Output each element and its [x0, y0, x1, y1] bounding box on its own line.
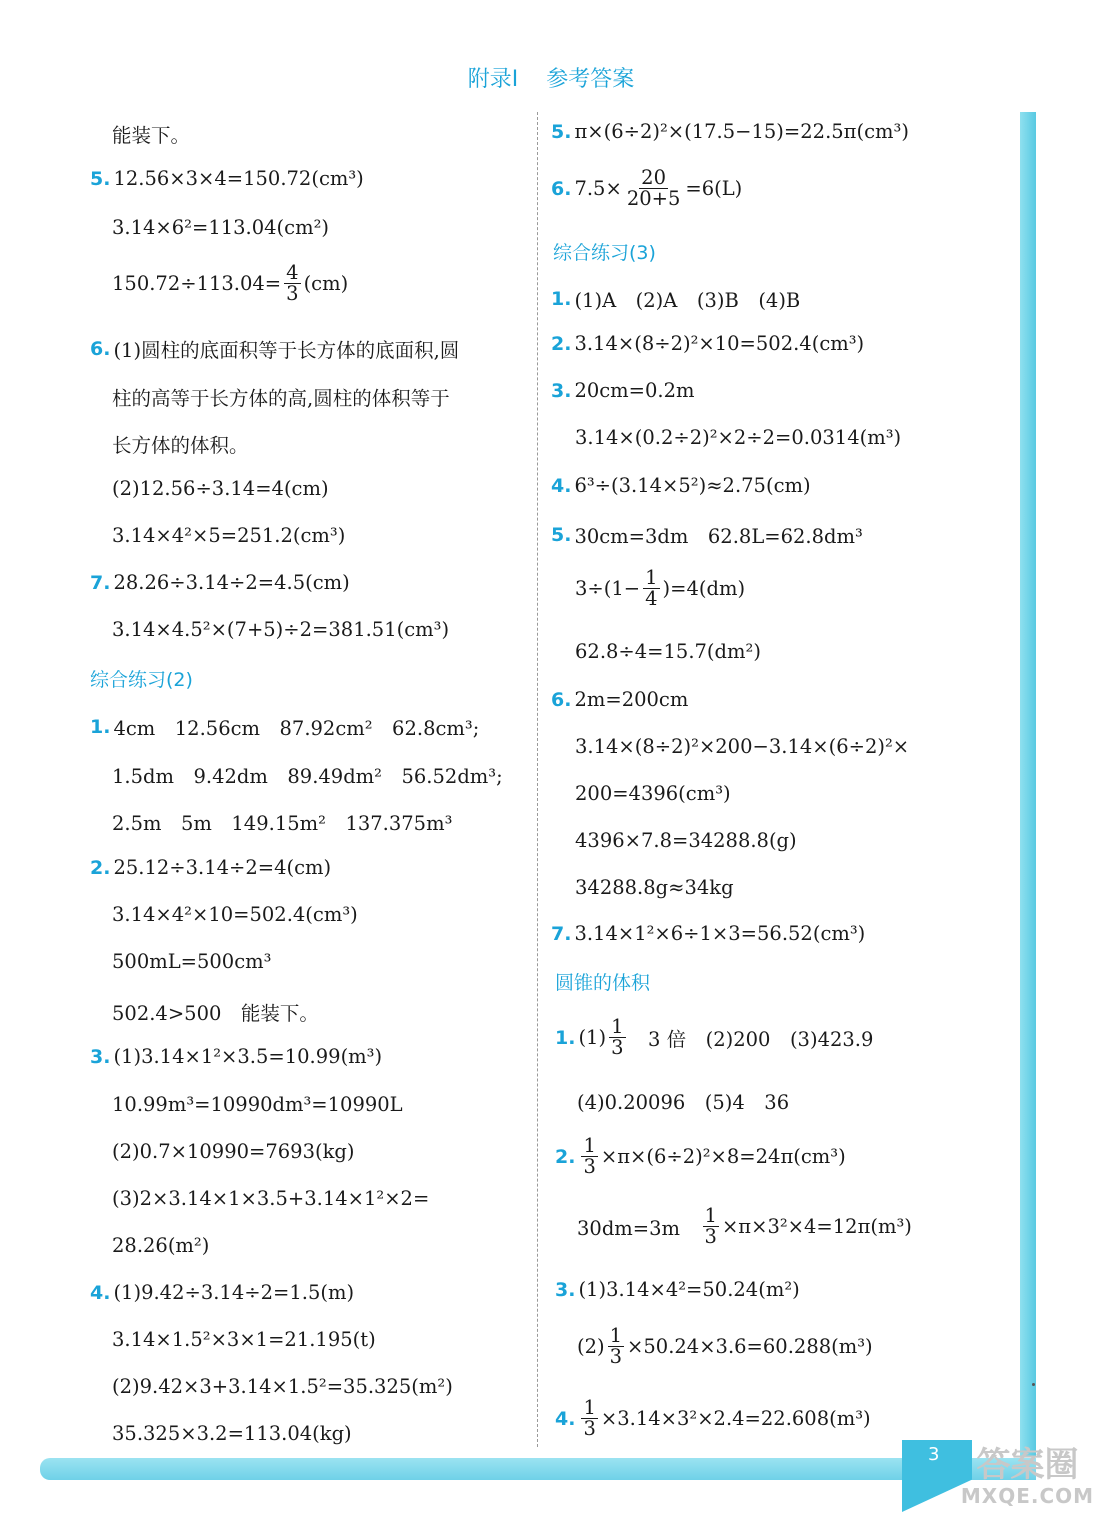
question-number: 5. [551, 524, 572, 546]
answer-line: 12.56×3×4=150.72(cm³) [113, 167, 364, 190]
denominator: 3 [704, 1225, 717, 1249]
expr-text: ×π×(6÷2)²×8=24π(cm³) [600, 1145, 846, 1169]
question-1 [90, 713, 479, 741]
watermark-logo [960, 1446, 1095, 1532]
question-5 [551, 120, 909, 143]
answer-line: 500mL=500cm³ [112, 950, 272, 973]
column-divider [537, 112, 538, 1447]
answer-line: (1)9.42÷3.14÷2=1.5(m) [113, 1281, 355, 1304]
numerator: 1 [583, 1134, 596, 1157]
bottom-decorative-band [40, 1458, 1036, 1480]
question-number: 5. [90, 167, 111, 190]
question-4 [551, 474, 811, 497]
answer-line: 28.26÷3.14÷2=4.5(cm) [113, 571, 350, 594]
answer-line: (2)12.56÷3.14=4(cm) [112, 477, 329, 500]
answer-line: π×(6÷2)²×(17.5−15)=22.5π(cm³) [574, 120, 909, 143]
numerator: 1 [704, 1204, 717, 1227]
header-appendix: 附录Ⅰ [467, 67, 519, 92]
answer-line: 3.14×4²×5=251.2(cm³) [112, 524, 346, 547]
expr-text: =6(L) [685, 177, 743, 201]
question-2 [90, 856, 331, 879]
answer-line [575, 568, 745, 610]
question-number: 5. [551, 120, 572, 143]
header-title: 参考答案 [546, 67, 635, 92]
question-number: 3. [555, 1278, 576, 1301]
fraction [609, 1017, 625, 1059]
answer-line: 柱的高等于长方体的高,圆柱的体积等于 [112, 387, 450, 410]
expr-text: ×π×3²×4=12π(m³) [721, 1215, 912, 1239]
answer-line: (1)3.14×1²×3.5=10.99(m³) [113, 1045, 383, 1068]
right-decorative-band [1020, 112, 1036, 1457]
question-number: 4. [555, 1407, 576, 1430]
answer-line: 长方体的体积。 [112, 434, 249, 457]
numerator: 1 [609, 1324, 623, 1347]
fraction [581, 1136, 597, 1178]
answer-line: 6³÷(3.14×5²)≈2.75(cm) [574, 474, 811, 497]
numerator: 1 [611, 1015, 624, 1038]
question-number: 1. [90, 716, 111, 738]
denominator: 3 [286, 282, 299, 306]
question-3 [551, 379, 695, 402]
expr-text: (1) [578, 1026, 607, 1050]
expr-text: 3 倍 (2)200 (3)423.9 [628, 1027, 874, 1051]
answer-line: 3.14×6²=113.04(cm²) [112, 216, 329, 239]
answer-line: (1)圆柱的底面积等于长方体的底面积,圆 [113, 339, 460, 362]
expr-text: (cm) [303, 272, 349, 296]
question-number: 7. [90, 571, 111, 594]
expr-text: )=4(dm) [662, 577, 746, 601]
section-title: 综合练习(2) [90, 669, 193, 691]
answer-line: 2.5m 5m 149.15m² 137.375m³ [112, 812, 453, 835]
answer-line: 3.14×1²×6÷1×3=56.52(cm³) [574, 922, 866, 945]
page-number: 3 [928, 1444, 940, 1465]
fraction [625, 168, 683, 210]
numerator: 1 [583, 1396, 596, 1419]
answer-line: 25.12÷3.14÷2=4(cm) [113, 856, 332, 879]
answer-line: 能装下。 [112, 124, 191, 147]
numerator: 1 [645, 566, 658, 589]
question-6 [551, 688, 688, 711]
section-title: 综合练习(3) [553, 242, 656, 264]
denominator: 3 [609, 1345, 623, 1369]
answer-line: 1.5dm 9.42dm 89.49dm² 56.52dm³; [112, 765, 503, 788]
question-4 [90, 1281, 354, 1304]
answer-line: 30cm=3dm 62.8L=62.8dm³ [574, 525, 863, 548]
question-number: 2. [551, 332, 572, 355]
answer-line: 10.99m³=10990dm³=10990L [112, 1093, 403, 1116]
answer-line: 3.14×(8÷2)²×10=502.4(cm³) [574, 332, 865, 355]
question-number: 6. [90, 338, 111, 360]
answer-line [112, 263, 348, 305]
expr-text: ×3.14×3²×2.4=22.608(m³) [600, 1407, 871, 1431]
answer-line: 4396×7.8=34288.8(g) [575, 829, 797, 852]
expr-text: 7.5× [574, 177, 622, 201]
expr-text: 150.72÷113.04= [112, 272, 282, 296]
answer-line: 35.325×3.2=113.04(kg) [112, 1422, 352, 1445]
answer-line: 3.14×4²×10=502.4(cm³) [112, 903, 358, 926]
question-3 [555, 1278, 800, 1301]
expr-text: 3÷(1− [575, 577, 641, 601]
denominator: 3 [583, 1417, 596, 1441]
answer-line: 200=4396(cm³) [575, 782, 731, 805]
watermark-line-2: MXQE.COM [960, 1484, 1095, 1509]
answer-line: 502.4>500 能装下。 [112, 1002, 319, 1025]
question-7 [551, 922, 865, 945]
question-number: 1. [555, 1026, 576, 1049]
question-number: 3. [90, 1045, 111, 1068]
answer-line: 4cm 12.56cm 87.92cm² 62.8cm³; [113, 717, 480, 740]
denominator: 4 [645, 587, 658, 611]
question-7 [90, 571, 350, 594]
question-3 [90, 1045, 382, 1068]
question-number: 4. [551, 474, 572, 497]
expr-text: 30dm=3m [577, 1216, 700, 1240]
question-2 [555, 1136, 846, 1178]
question-number: 3. [551, 379, 572, 402]
answer-line: 28.26(m²) [112, 1234, 210, 1257]
question-6 [90, 335, 459, 363]
answer-line: 2m=200cm [574, 688, 689, 711]
answer-line: 3.14×(8÷2)²×200−3.14×(6÷2)²× [575, 735, 910, 758]
question-number: 7. [551, 922, 572, 945]
question-6 [551, 168, 742, 210]
watermark-line-1: 答案圈 [976, 1445, 1079, 1485]
question-1 [555, 1017, 873, 1059]
answer-line: (3)2×3.14×1×3.5+3.14×1²×2= [112, 1187, 430, 1210]
question-4 [555, 1398, 871, 1440]
answer-line: 20cm=0.2m [574, 379, 695, 402]
question-number: 6. [551, 688, 572, 711]
question-1 [551, 285, 800, 313]
question-5 [551, 521, 863, 549]
answer-line: (1)3.14×4²=50.24(m²) [578, 1278, 800, 1301]
expr-text: (2) [577, 1335, 605, 1359]
answer-line: 3.14×4.5²×(7+5)÷2=381.51(cm³) [112, 618, 450, 641]
answer-line: (1)A (2)A (3)B (4)B [574, 289, 801, 312]
question-number: 1. [551, 288, 572, 310]
answer-line: 3.14×(0.2÷2)²×2÷2=0.0314(m³) [575, 426, 902, 449]
denominator: 20+5 [626, 187, 681, 211]
speck [1032, 1383, 1035, 1386]
denominator: 3 [611, 1036, 624, 1060]
fraction [284, 263, 300, 305]
section-title: 圆锥的体积 [555, 972, 651, 994]
question-number: 2. [555, 1145, 576, 1168]
answer-line: 34288.8g≈34kg [575, 876, 734, 899]
fraction [581, 1398, 597, 1440]
question-5 [90, 167, 364, 190]
answer-line: (4)0.20096 (5)4 36 [577, 1091, 790, 1114]
fraction [643, 568, 659, 610]
question-2 [551, 332, 864, 355]
question-number: 2. [90, 856, 111, 879]
fraction [608, 1326, 624, 1368]
answer-line: (2)9.42×3+3.14×1.5²=35.325(m²) [112, 1375, 453, 1398]
fraction [703, 1206, 719, 1248]
page-header [0, 62, 1102, 93]
denominator: 3 [583, 1155, 596, 1179]
question-number: 6. [551, 177, 572, 200]
answer-line [577, 1326, 873, 1368]
numerator: 4 [286, 261, 299, 284]
answer-line: 3.14×1.5²×3×1=21.195(t) [112, 1328, 376, 1351]
numerator: 20 [641, 166, 666, 189]
answer-line [577, 1206, 912, 1248]
question-number: 4. [90, 1281, 111, 1304]
answer-line: (2)0.7×10990=7693(kg) [112, 1140, 355, 1163]
answer-line: 62.8÷4=15.7(dm²) [575, 640, 761, 663]
expr-text: ×50.24×3.6=60.288(m³) [627, 1335, 873, 1359]
